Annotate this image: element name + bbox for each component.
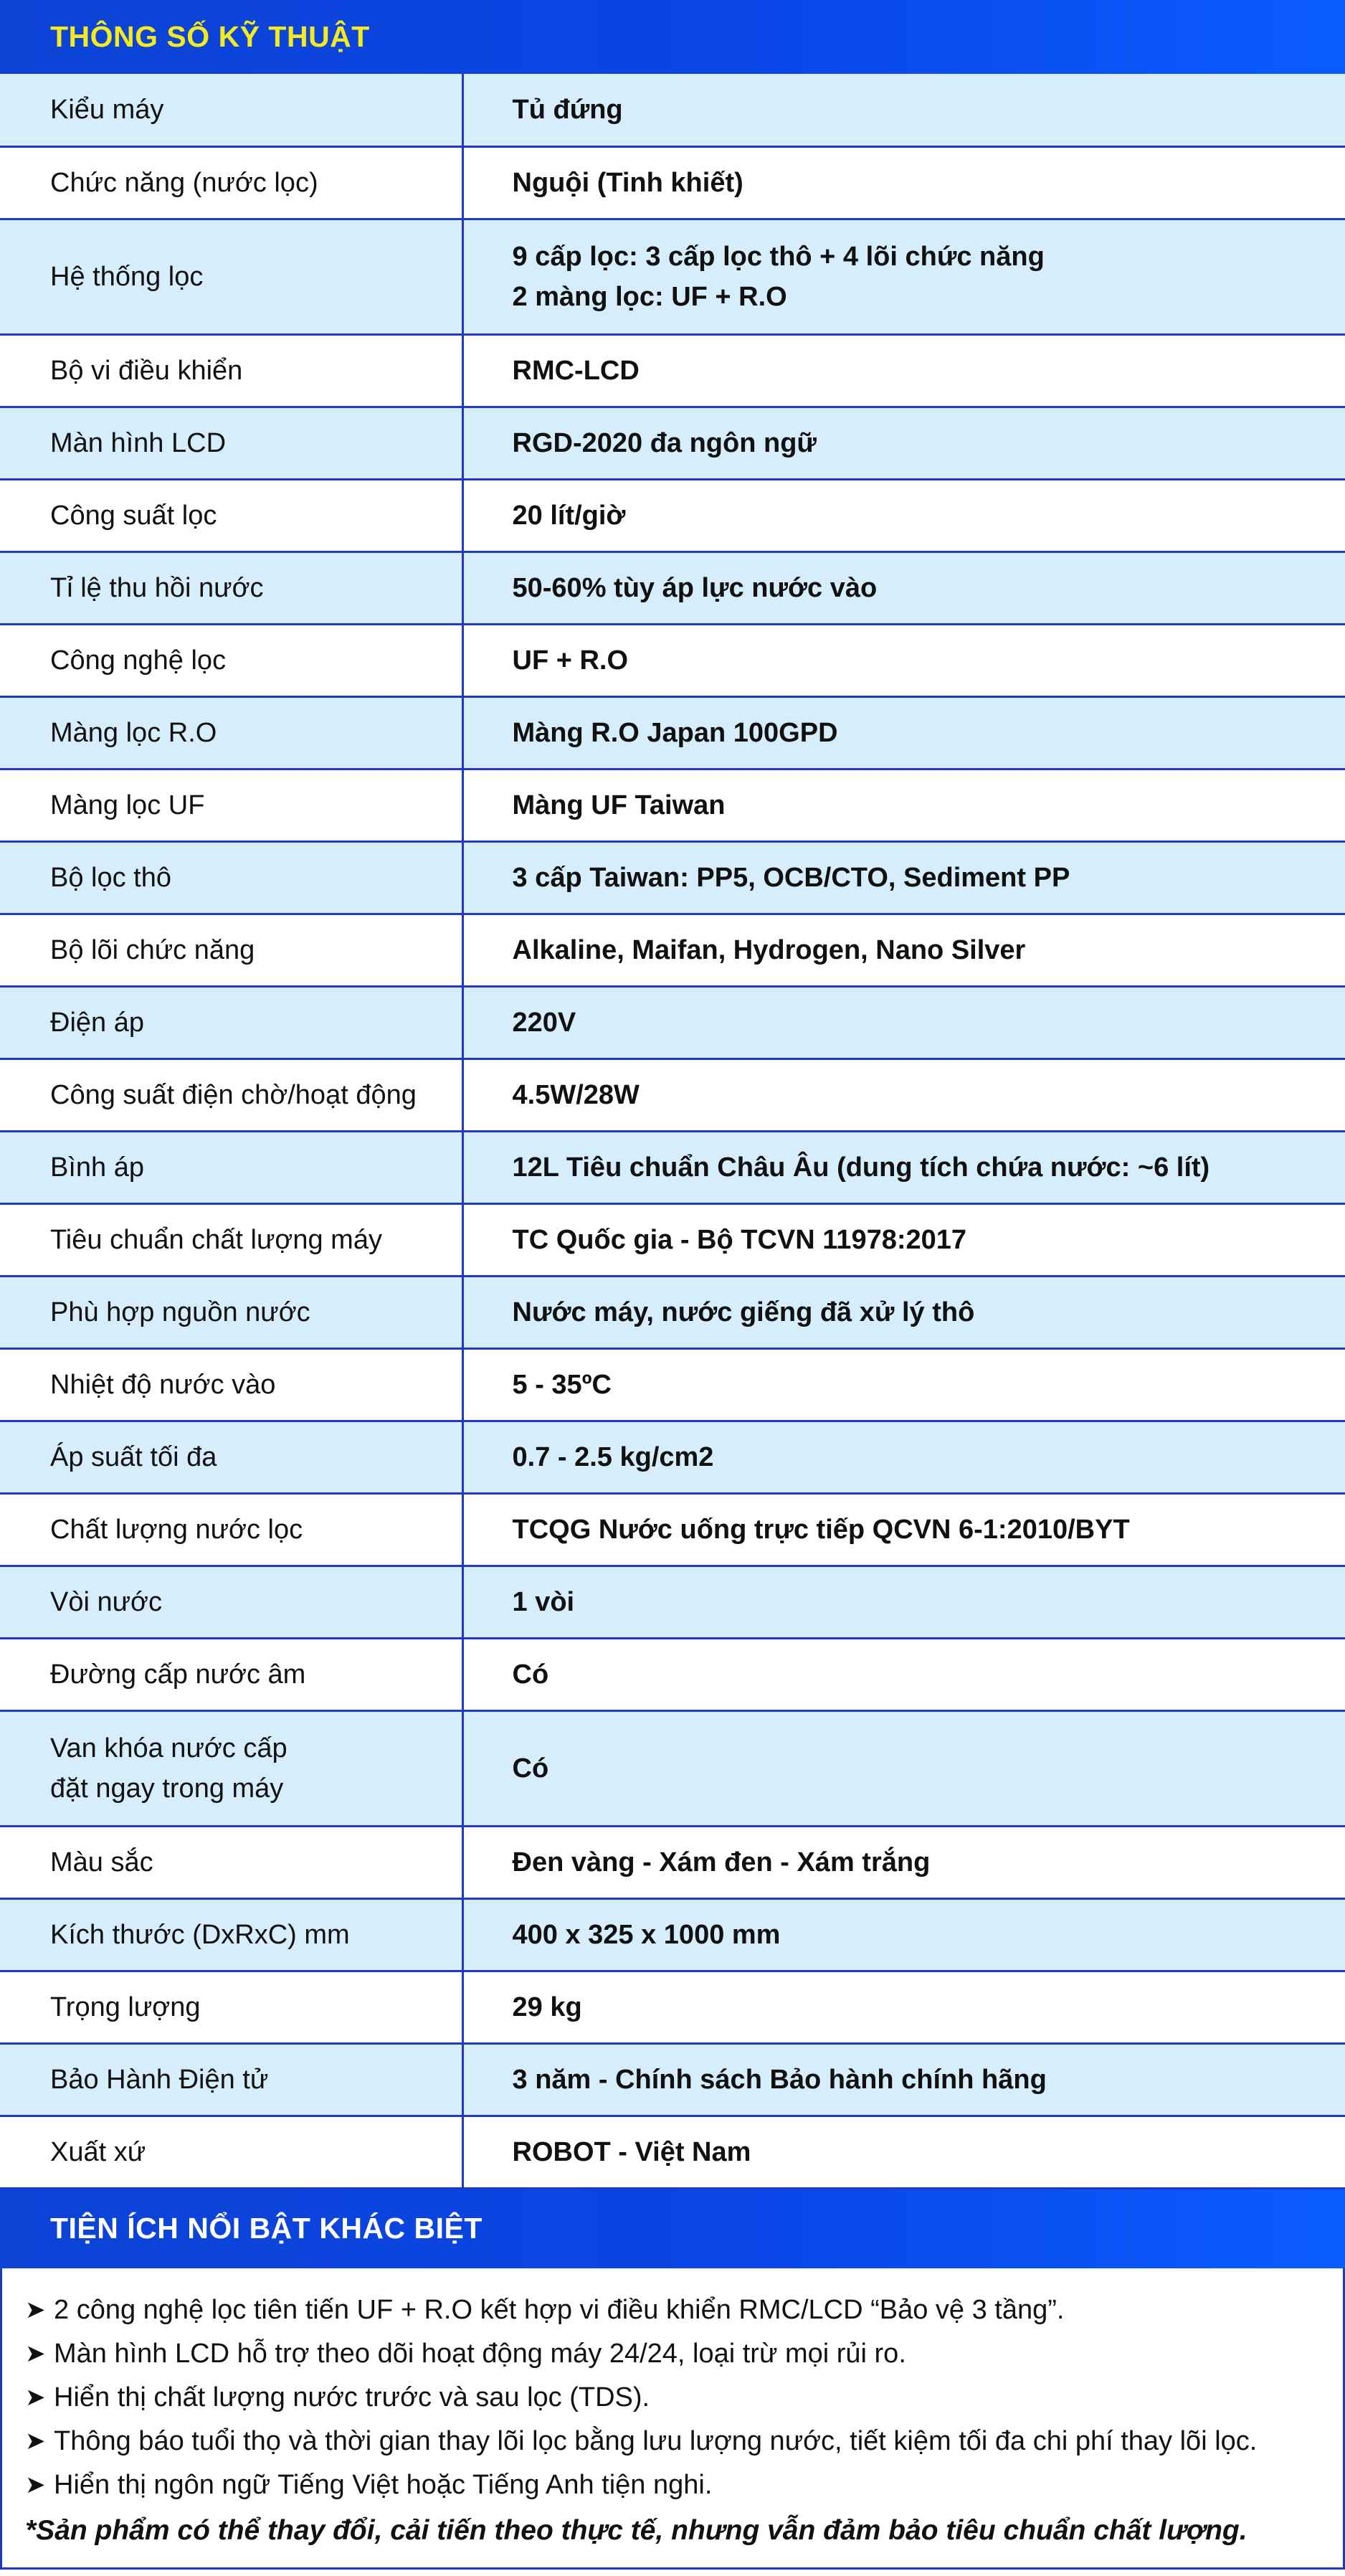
- spec-value: RMC-LCD: [462, 334, 1345, 407]
- spec-row: [0, 219, 1345, 334]
- spec-row: [0, 1566, 1345, 1638]
- spec-label: Van khóa nước cấp đặt ngay trong máy: [0, 1710, 462, 1826]
- specs-header: [0, 0, 1345, 74]
- feature-item: [25, 2288, 1343, 2332]
- spec-label: Đường cấp nước âm: [0, 1638, 462, 1710]
- spec-value: 5 - 35ºC: [462, 1348, 1345, 1421]
- features-title: TIỆN ÍCH NỔI BẬT KHÁC BIỆT: [50, 2212, 483, 2245]
- spec-row: [0, 1898, 1345, 1971]
- spec-value: Đen vàng - Xám đen - Xám trắng: [462, 1826, 1345, 1898]
- spec-value: 50-60% tùy áp lực nước vào: [462, 551, 1345, 624]
- spec-row: [0, 696, 1345, 769]
- spec-row: [0, 146, 1345, 219]
- spec-label: Màn hình LCD: [0, 407, 462, 479]
- feature-text: Hiển thị chất lượng nước trước và sau lọc (TDS).: [54, 2382, 650, 2412]
- spec-label: Màu sắc: [0, 1826, 462, 1898]
- spec-value: Tủ đứng: [462, 74, 1345, 146]
- spec-label: Bộ vi điều khiển: [0, 334, 462, 407]
- spec-row: [0, 1348, 1345, 1421]
- arrow-right-icon: ➤: [25, 2427, 46, 2455]
- spec-label: Điện áp: [0, 986, 462, 1059]
- arrow-right-icon: ➤: [25, 2339, 46, 2367]
- spec-label: Bình áp: [0, 1131, 462, 1203]
- disclaimer-note: *Sản phẩm có thể thay đổi, cải tiến theo thực tế, nhưng vẫn đảm bảo tiêu chuẩn chất lượng.: [25, 2514, 1247, 2546]
- specs-table: [0, 74, 1345, 2189]
- spec-label: Nhiệt độ nước vào: [0, 1348, 462, 1421]
- spec-row: [0, 1059, 1345, 1131]
- spec-row: [0, 841, 1345, 914]
- spec-value: 12L Tiêu chuẩn Châu Âu (dung tích chứa nước: ~6 lít): [462, 1131, 1345, 1203]
- spec-value: 0.7 - 2.5 kg/cm2: [462, 1421, 1345, 1493]
- spec-value: 9 cấp lọc: 3 cấp lọc thô + 4 lõi chức năng 2 màng lọc: UF + R.O: [462, 219, 1345, 334]
- spec-row: [0, 1710, 1345, 1826]
- spec-value: 20 lít/giờ: [462, 479, 1345, 551]
- spec-row: [0, 624, 1345, 696]
- spec-value: RGD-2020 đa ngôn ngữ: [462, 407, 1345, 479]
- spec-row: [0, 1638, 1345, 1710]
- spec-label: Công suất điện chờ/hoạt động: [0, 1059, 462, 1131]
- spec-label: Kích thước (DxRxC) mm: [0, 1898, 462, 1971]
- features-header: [0, 2189, 1345, 2268]
- spec-label: Công suất lọc: [0, 479, 462, 551]
- spec-row: [0, 1131, 1345, 1203]
- spec-row: [0, 334, 1345, 407]
- arrow-right-icon: ➤: [25, 2296, 46, 2324]
- spec-row: [0, 1421, 1345, 1493]
- spec-label: Hệ thống lọc: [0, 219, 462, 334]
- feature-item: [25, 2376, 1343, 2420]
- spec-row: [0, 74, 1345, 146]
- spec-value: 1 vòi: [462, 1566, 1345, 1638]
- spec-label: Tỉ lệ thu hồi nước: [0, 551, 462, 624]
- spec-label: Bộ lọc thô: [0, 841, 462, 914]
- spec-value: TC Quốc gia - Bộ TCVN 11978:2017: [462, 1203, 1345, 1276]
- spec-value: Màng UF Taiwan: [462, 769, 1345, 841]
- spec-label: Kiểu máy: [0, 74, 462, 146]
- spec-value: 220V: [462, 986, 1345, 1059]
- spec-value: 3 năm - Chính sách Bảo hành chính hãng: [462, 2043, 1345, 2116]
- feature-text: 2 công nghệ lọc tiên tiến UF + R.O kết hợp vi điều khiển RMC/LCD “Bảo vệ 3 tầng”.: [54, 2294, 1065, 2325]
- feature-text: Màn hình LCD hỗ trợ theo dõi hoạt động máy 24/24, loại trừ mọi rủi ro.: [54, 2338, 906, 2369]
- spec-row: [0, 479, 1345, 551]
- spec-value: 29 kg: [462, 1971, 1345, 2043]
- spec-label: Bảo Hành Điện tử: [0, 2043, 462, 2116]
- spec-value: UF + R.O: [462, 624, 1345, 696]
- spec-value: Có: [462, 1710, 1345, 1826]
- spec-label: Phù hợp nguồn nước: [0, 1276, 462, 1348]
- feature-item: [25, 2332, 1343, 2376]
- spec-value: Nguội (Tinh khiết): [462, 146, 1345, 219]
- feature-text: Thông báo tuổi thọ và thời gian thay lõi lọc bằng lưu lượng nước, tiết kiệm tối đa chi phí thay lõi lọc.: [54, 2425, 1258, 2456]
- spec-row: [0, 1971, 1345, 2043]
- spec-row: [0, 551, 1345, 624]
- spec-row: [0, 2116, 1345, 2188]
- spec-value: 4.5W/28W: [462, 1059, 1345, 1131]
- arrow-right-icon: ➤: [25, 2471, 46, 2499]
- spec-value: Nước máy, nước giếng đã xử lý thô: [462, 1276, 1345, 1348]
- spec-value: ROBOT - Việt Nam: [462, 2116, 1345, 2188]
- feature-item: [25, 2463, 1343, 2507]
- features-list: [0, 2268, 1345, 2570]
- spec-value: Có: [462, 1638, 1345, 1710]
- spec-label: Trọng lượng: [0, 1971, 462, 2043]
- feature-item: [25, 2420, 1343, 2463]
- spec-label: Màng lọc UF: [0, 769, 462, 841]
- feature-text: Hiển thị ngôn ngữ Tiếng Việt hoặc Tiếng Anh tiện nghi.: [54, 2469, 713, 2500]
- specs-title: THÔNG SỐ KỸ THUẬT: [50, 20, 370, 53]
- spec-value: TCQG Nước uống trực tiếp QCVN 6-1:2010/BYT: [462, 1493, 1345, 1566]
- spec-value: 400 x 325 x 1000 mm: [462, 1898, 1345, 1971]
- spec-row: [0, 2043, 1345, 2116]
- spec-label: Chất lượng nước lọc: [0, 1493, 462, 1566]
- arrow-right-icon: ➤: [25, 2383, 46, 2411]
- spec-label: Tiêu chuẩn chất lượng máy: [0, 1203, 462, 1276]
- spec-row: [0, 1493, 1345, 1566]
- spec-row: [0, 1203, 1345, 1276]
- spec-label: Bộ lõi chức năng: [0, 914, 462, 986]
- spec-row: [0, 914, 1345, 986]
- spec-row: [0, 407, 1345, 479]
- spec-value: Alkaline, Maifan, Hydrogen, Nano Silver: [462, 914, 1345, 986]
- spec-value: Màng R.O Japan 100GPD: [462, 696, 1345, 769]
- spec-label: Màng lọc R.O: [0, 696, 462, 769]
- spec-label: Áp suất tối đa: [0, 1421, 462, 1493]
- spec-row: [0, 1276, 1345, 1348]
- spec-row: [0, 986, 1345, 1059]
- spec-row: [0, 1826, 1345, 1898]
- spec-value: 3 cấp Taiwan: PP5, OCB/CTO, Sediment PP: [462, 841, 1345, 914]
- spec-row: [0, 769, 1345, 841]
- spec-label: Công nghệ lọc: [0, 624, 462, 696]
- spec-label: Vòi nước: [0, 1566, 462, 1638]
- spec-label: Xuất xứ: [0, 2116, 462, 2188]
- spec-label: Chức năng (nước lọc): [0, 146, 462, 219]
